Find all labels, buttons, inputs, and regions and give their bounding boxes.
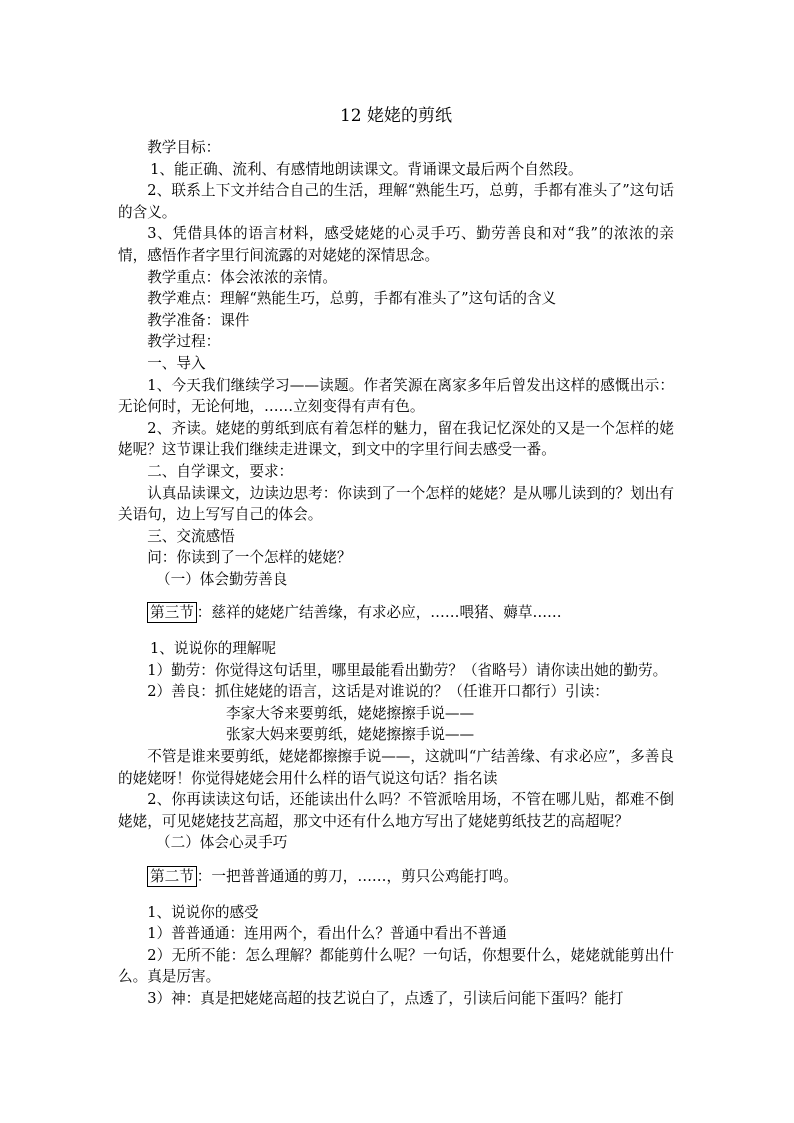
paragraph: 认真品读课文，边读边思考：你读到了一个怎样的姥姥？是从哪儿读到的？划出有关语句，边上写写自己的体会。 [118, 484, 674, 524]
document-title: 12 姥姥的剪纸 [339, 106, 453, 126]
quote-text: ：慈祥的姥姥广结善缘，有求必应，……喂猪、薅草…… [196, 604, 562, 622]
paragraph: 3）神：真是把姥姥高超的技艺说白了，点透了，引读后问能下蛋吗？能打 [147, 989, 624, 1007]
paragraph: 2）无所不能：怎么理解？都能剪什么呢？一句话，你想要什么，姥姥就能剪出什么。真是厉害。 [118, 946, 674, 986]
paragraph: 1）勤劳：你觉得这句话里，哪里最能看出勤劳？（省略号）请你读出她的勤劳。 [147, 661, 668, 679]
paragraph: 张家大妈来要剪纸，姥姥擦擦手说—— [226, 726, 475, 744]
paragraph: 2、联系上下文并结合自己的生活，理解“熟能生巧，总剪，手都有准头了”这句话的含义。 [118, 182, 674, 221]
paragraph: 问：你读到了一个怎样的姥姥？ [147, 549, 352, 567]
section-heading: 二、自学课文，要求： [147, 462, 294, 480]
paragraph: 教学准备：课件 [147, 311, 250, 329]
paragraph: 1、能正确、流利、有感情地朗读课文。背诵课文最后两个自然段。 [150, 160, 583, 178]
paragraph: 1、今天我们继续学习——读题。作者笑源在离家多年后曾发出这样的感慨出示：无论何时，无论何地，……立刻变得有声有色。 [118, 376, 674, 416]
paragraph: 2、齐读。姥姥的剪纸到底有着怎样的魅力，留在我记忆深处的又是一个怎样的姥姥呢？这节课让我们继续走进课文，到文中的字里行间去感受一番。 [118, 419, 674, 459]
paragraph: 2、你再读读这句话，还能读出什么吗？不管派啥用场，不管在哪儿贴，都难不倒姥姥，可见姥姥技艺高超，那文中还有什么地方写出了姥姥剪纸技艺的高超呢？ [118, 791, 674, 830]
quoted-passage [118, 866, 674, 888]
document-body [118, 104, 674, 1010]
paragraph: 教学重点：体会浓浓的亲情。 [147, 268, 337, 286]
paragraph: 1、说说你的感受 [147, 903, 259, 921]
paragraph: 不管是谁来要剪纸，姥姥都擦擦手说——，这就叫“广结善缘、有求必应”，多善良的姥姥呀！你觉得姥姥会用什么样的语气说这句话？指名读 [118, 748, 674, 787]
quote-text: ：一把普普通通的剪刀，……，剪只公鸡能打鸣。 [196, 868, 518, 885]
boxed-label: 第三节 [147, 602, 197, 623]
paragraph: 教学过程： [147, 333, 221, 351]
paragraph: 教学难点：理解“熟能生巧，总剪，手都有准头了”这句话的含义 [147, 290, 557, 308]
paragraph: 教学目标： [147, 139, 221, 156]
section-heading: 一、导入 [147, 354, 206, 372]
paragraph: 1、说说你的理解呢 [150, 640, 277, 658]
paragraph: 1）普普通通：连用两个，看出什么？普通中看出不普通 [147, 925, 507, 943]
section-heading: 三、交流感悟 [147, 527, 235, 545]
quoted-passage [118, 602, 674, 624]
subsection-heading: （一）体会勤劳善良 [156, 570, 288, 588]
paragraph: 3、凭借具体的语言材料，感受姥姥的心灵手巧、勤劳善良和对“我”的浓浓的亲情，感悟作者字里行间流露的对姥姥的深情思念。 [118, 225, 674, 264]
paragraph: 李家大爷来要剪纸，姥姥擦擦手说—— [226, 704, 475, 722]
paragraph: 2）善良：抓住姥姥的语言，这话是对谁说的？（任谁开口都行）引读： [147, 683, 609, 701]
subsection-heading: （二）体会心灵手巧 [156, 834, 288, 852]
boxed-label: 第二节 [147, 866, 197, 887]
